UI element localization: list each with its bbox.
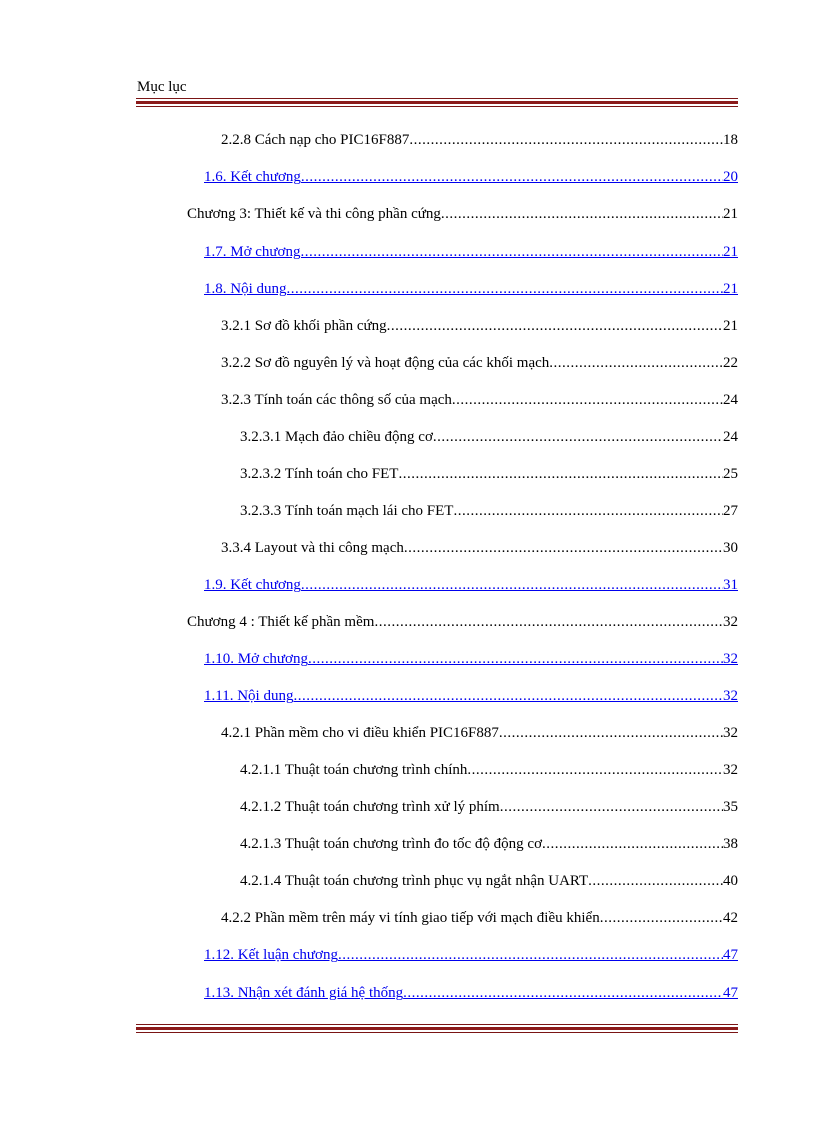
toc-entry-label: 4.2.1.1 Thuật toán chương trình chính [240,762,468,778]
toc-entry [240,499,738,521]
toc-entry [221,128,738,150]
toc-dot-leader [338,945,723,965]
toc-entry-label: 1.7. Mở chương [204,244,301,260]
toc-dot-leader [374,612,723,632]
toc-link[interactable] [204,684,738,706]
toc-dot-leader [600,908,723,928]
toc-entry-label: 3.3.4 Layout và thi công mạch [221,540,404,556]
toc-entry [187,202,738,224]
page-header-title: Mục lục [137,79,187,95]
toc-dot-leader [387,316,723,336]
toc-dot-leader [549,353,723,373]
toc-dot-leader [398,464,723,484]
header-rule [136,98,738,107]
toc-page-number: 24 [723,429,738,445]
toc-page-number: 32 [723,762,738,778]
toc-dot-leader [287,279,724,299]
toc-entry-label: 2.2.8 Cách nạp cho PIC16F887 [221,132,410,148]
toc-entry-label: 3.2.3.2 Tính toán cho FET [240,466,399,482]
toc-page-number: 27 [723,503,738,519]
toc-page-number: 47 [723,985,738,1001]
toc-dot-leader [500,797,723,817]
toc-page-number: 21 [723,206,738,222]
toc-link[interactable] [204,981,738,1003]
toc-page-number: 21 [723,318,738,334]
toc-entry [187,610,738,632]
toc-entry [240,462,738,484]
toc-dot-leader [453,501,723,521]
toc-link[interactable] [204,943,738,965]
toc-dot-leader [301,575,723,595]
toc-page-number: 38 [723,836,738,852]
toc-entry-label: 1.13. Nhận xét đánh giá hệ thống [204,985,404,1001]
toc-page-number: 32 [723,651,738,667]
toc-entry-label: 1.12. Kết luận chương [204,947,338,963]
toc-entry [240,869,738,891]
toc-entry [221,388,738,410]
toc-entry [221,351,738,373]
toc-entry [240,795,738,817]
toc-dot-leader [403,983,723,1003]
toc-entry-label: 4.2.1 Phần mềm cho vi điều khiển PIC16F887 [221,725,499,741]
toc-entry-label: 3.2.3 Tính toán các thông số của mạch [221,392,452,408]
toc-entry-label: 3.2.1 Sơ đồ khối phần cứng [221,318,387,334]
toc-page-number: 20 [723,169,738,185]
toc-entry [221,721,738,743]
toc-link[interactable] [204,240,738,262]
toc-page-number: 40 [723,873,738,889]
toc-page-number: 47 [723,947,738,963]
toc-entry-label: 3.2.3.1 Mạch đảo chiều động cơ [240,429,433,445]
toc-entry [240,758,738,780]
toc-dot-leader [404,538,723,558]
toc-entry-label: 4.2.1.3 Thuật toán chương trình đo tốc độ động cơ [240,836,543,852]
toc-page-number: 21 [723,281,738,297]
toc-dot-leader [499,723,723,743]
toc-dot-leader [433,427,723,447]
toc-page-number: 31 [723,577,738,593]
toc-entry-label: 4.2.1.4 Thuật toán chương trình phục vụ ngắt nhận UART [240,873,589,889]
toc-entry [221,314,738,336]
toc-entry-label: 3.2.3.3 Tính toán mạch lái cho FET [240,503,454,519]
toc-dot-leader [409,130,723,150]
toc-entry-label: 4.2.2 Phần mềm trên máy vi tính giao tiếp với mạch điều khiển [221,910,600,926]
toc-dot-leader [467,760,723,780]
toc-entry [221,536,738,558]
toc-dot-leader [452,390,723,410]
toc-dot-leader [308,649,723,669]
toc-link[interactable] [204,647,738,669]
toc-entry [240,425,738,447]
toc-dot-leader [301,167,723,187]
toc-link[interactable] [204,573,738,595]
toc-link[interactable] [204,165,738,187]
toc-entry-label: 1.11. Nội dung [204,688,294,704]
toc-page-number: 25 [723,466,738,482]
toc-page-number: 42 [723,910,738,926]
toc-entry [240,832,738,854]
toc-page-number: 32 [723,725,738,741]
toc-entry-label: 1.9. Kết chương [204,577,301,593]
toc-link[interactable] [204,277,738,299]
toc-page-number: 24 [723,392,738,408]
toc-dot-leader [588,871,723,891]
toc-entry-label: 1.10. Mở chương [204,651,308,667]
toc-entry-label: 1.8. Nội dung [204,281,287,297]
toc-dot-leader [293,686,723,706]
toc-page-number: 21 [723,244,738,260]
footer-rule [136,1024,738,1033]
toc-dot-leader [441,204,723,224]
toc-entry-label: 1.6. Kết chương [204,169,301,185]
toc-entry-label: 3.2.2 Sơ đồ nguyên lý và hoạt động của các khối mạch [221,355,550,371]
toc-entry-label: Chương 4 : Thiết kế phần mềm [187,614,375,630]
toc-page-number: 30 [723,540,738,556]
toc-page-number: 22 [723,355,738,371]
toc-entry-label: Chương 3: Thiết kế và thi công phần cứng [187,206,441,222]
toc-entry [221,906,738,928]
toc-page-number: 32 [723,688,738,704]
toc-page-number: 35 [723,799,738,815]
toc-dot-leader [301,242,724,262]
toc-page-number: 32 [723,614,738,630]
toc-page-number: 18 [723,132,738,148]
toc-dot-leader [542,834,723,854]
toc-entry-label: 4.2.1.2 Thuật toán chương trình xử lý phím [240,799,500,815]
